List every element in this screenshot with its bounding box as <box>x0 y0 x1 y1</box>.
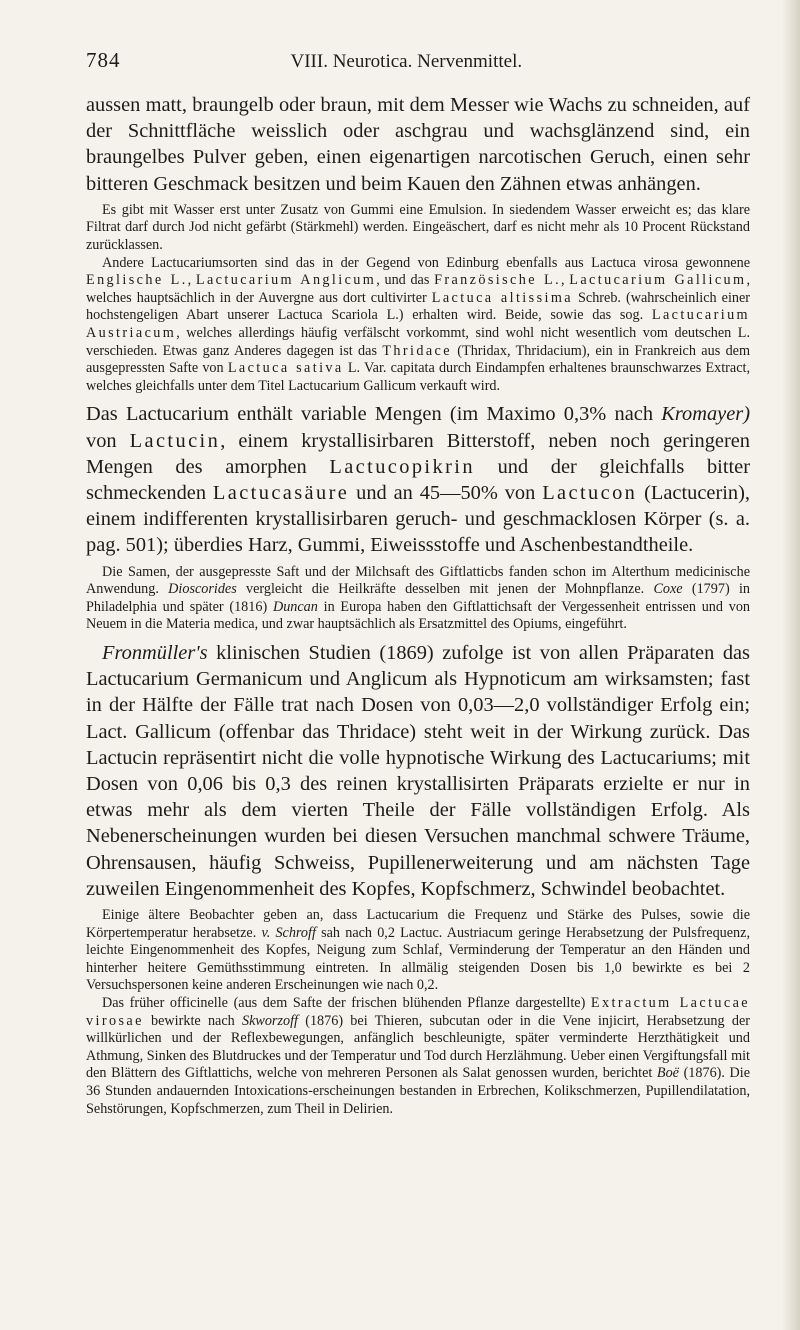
page-header <box>86 48 750 73</box>
note-extractum-lactucae: Das früher officinelle (aus dem Safte der frischen blühenden Pflanze dargestellte) Extractum Lactucae virosae bewirkte nach Skworzoff (1876) bei Thieren, subcutan oder in die Vene injicirt, Herabsetzung der willkürlichen und der Reflexbewegungen, anfänglich beschleunigte, später verminderte Herzthätigkeit und Athmung, Sinken des Blutdruckes und der Temperatur und Tod durch Herzlähmung. Ueber einen Vergiftungsfall mit den Blättern des Giftlattichs, welche von mehreren Personen als Salat genossen wurden, berichtet Boë (1876). Die 36 Stunden andauernden Intoxications-erscheinungen bestanden in Erbrechen, Kolikschmerzen, Pupillendilatation, Sehstörungen, Kopfschmerzen, zum Theil in Delirien. <box>86 994 751 1117</box>
note-history: Die Samen, der ausgepresste Saft und der Milchsaft des Giftlatticbs fanden schon im Alterthum medicinische Anwendung. Dioscorides vergleicht die Heilkräfte desselben mit jenen der Mohnpflanze. Coxe (1797) in Philadelphia und später (1816) Duncan in Europa haben den Giftlattichsaft der Vergessenheit entrissen und von Neuem in die Materia medica, und zwar hauptsächlich als Ersatzmittel des Opiums, eingeführt. <box>86 563 751 633</box>
paragraph-lactucarium-constituents: Das Lactucarium enthält variable Mengen (im Maximo 0,3% nach Kromayer) von Lactucin, einem krystallisirbaren Bitterstoff, neben noch geringeren Mengen des amorphen Lactucopikrin und der gleichfalls bitter schmeckenden Lactucasäure und an 45—50% von Lactucon (Lactucerin), einem indifferenten krystallisirbaren geruch- und geschmacklosen Körper (s. a. pag. 501); überdies Harz, Gummi, Eiweissstoffe und Aschenbestandtheile. <box>86 403 750 557</box>
paragraph-clinical-studies: Fronmüller's klinischen Studien (1869) zufolge ist von allen Präparaten das Lactucarium Germanicum und Anglicum als Hypnoticum am wirksamsten; fast in der Hälfte der Fälle trat nach Dosen von 0,03—2,0 vollständiger Erfolg ein; Lact. Gallicum (offenbar das Thridace) steht weit in der Wirkung zurück. Das Lactucin repräsentirt nicht die volle hypnotische Wirkung des Lactucariums; mit Dosen von 0,06 bis 0,3 des reinen krystallisirten Präparats erzielte er nur in etwas mehr als dem vierten Theile der Fälle vollständigen Erfolg. Als Nebenerscheinungen wurden bei diesen Versuchen manchmal schwere Träume, Ohrensausen, häufig Schweiss, Pupillenerweiterung und am nächsten Tage zuweilen Eingenommenheit des Kopfes, Kopfschmerz, Schwindel beobachtet. <box>86 641 750 900</box>
page-number: 784 <box>86 48 121 72</box>
note-emulsion-test: Es gibt mit Wasser erst unter Zusatz von Gummi eine Emulsion. In siedendem Wasser erweicht es; das klare Filtrat darf durch Jod nicht gefärbt (Stärkmehl) werden. Eingeäschert, darf es nicht mehr als 10 Procent Rückstand zurücklassen. <box>86 201 750 253</box>
note-other-lactucarium-sorts: Andere Lactucariumsorten sind das in der Gegend von Edinburg ebenfalls aus Lactuca virosa gewonnene Englische L., Lactucarium Anglicum, und das Französische L., Lactucarium Gallicum, welches hauptsächlich in der Auvergne aus dort cultivirter Lactuca altissima Schreb. (wahrscheinlich einer hochstengeligen Abart unserer Lactuca Scariola L.) erhalten wird. Beide, sowie das sog. Lactucarium Austriacum, welches allerdings häufig verfälscht vorkommt, sind wohl nicht wesentlich vom deutschen L. verschieden. Etwas ganz Anderes dagegen ist das Thridace (Thridax, Thridacium), ein in Frankreich aus dem ausgepressten Safte von Lactuca sativa L. Var. capitata durch Eindampfen erhaltenes braunschwarzes Extract, welches gleichfalls unter dem Titel Lactucarium Gallicum verkauft wird. <box>86 254 751 394</box>
body-text <box>86 92 750 1118</box>
paragraph-lactucarium-description: aussen matt, braungelb oder braun, mit dem Messer wie Wachs zu schneiden, auf der Schnittfläche weisslich oder aschgrau und wachsglänzend sind, ein braungelbes Pulver geben, einen eigenartigen narcotischen Geruch, einen sehr bitteren Geschmack besitzen und beim Kauen den Zähnen etwas anhängen. <box>86 94 750 195</box>
running-head: VIII. Neurotica. Nervenmittel. <box>290 51 523 72</box>
page-edge-shadow <box>782 0 800 1330</box>
note-older-observers: Einige ältere Beobachter geben an, dass Lactucarium die Frequenz und Stärke des Pulses, sowie die Körpertemperatur herabsetze. v. Schroff sah nach 0,2 Lactuc. Austriacum geringe Herabsetzung der Pulsfrequenz, leichte Eingenommenheit des Kopfes, Neigung zum Schlaf, Verminderung der Temperatur an den Händen und hinterher heitere Gemüthsstimmung eintreten. In allmälig steigenden Dosen bis 1,0 bewirkte es bei 2 Versuchspersonen keine anderen Erscheinungen wie nach 0,2. <box>86 906 750 994</box>
